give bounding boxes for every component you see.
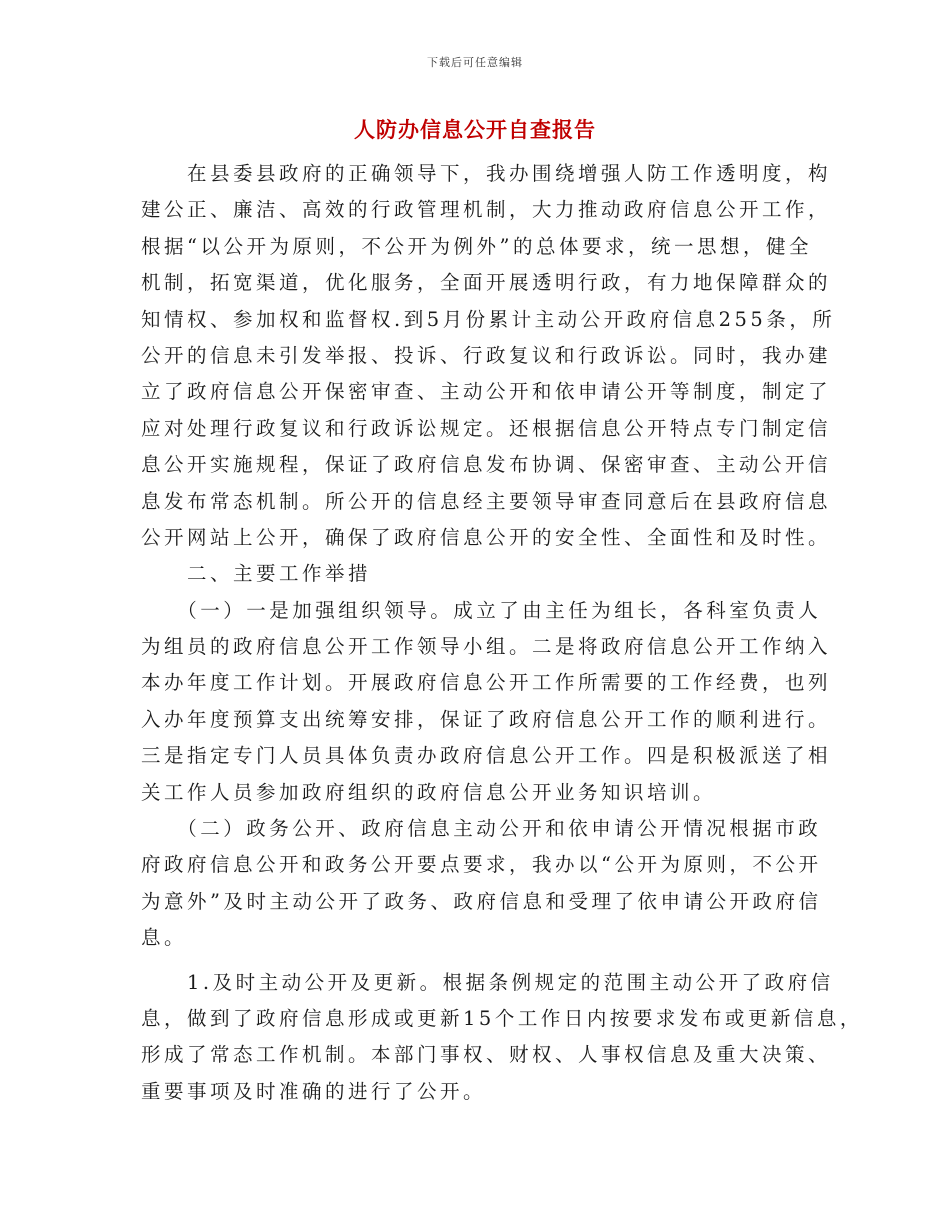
text-line: 知情权、参加权和监督权.到5月份累计主动公开政府信息255条，所 (141, 307, 836, 331)
text-line: 本办年度工作计划。开展政府信息公开工作所需要的工作经费，也列 (141, 671, 832, 695)
paragraph-gap (141, 957, 821, 965)
text-line: 应对处理行政复议和行政诉讼规定。还根据信息公开特点专门制定信 (141, 416, 832, 440)
text-line: 息发布常态机制。所公开的信息经主要领导审查同意后在县政府信息 (141, 489, 832, 513)
text-line: 入办年度预算支出统筹安排，保证了政府信息公开工作的顺利进行。 (141, 707, 832, 731)
text-line: 1.及时主动公开及更新。根据条例规定的范围主动公开了政府信 (141, 970, 834, 994)
text-line: 机制，拓宽渠道，优化服务，全面开展透明行政，有力地保障群众的 (141, 271, 832, 295)
section-heading: 二、主要工作举措 (141, 562, 372, 586)
text-line: 公开网站上公开，确保了政府信息公开的安全性、全面性和及时性。 (141, 525, 832, 549)
text-line: 府政府信息公开和政务公开要点要求，我办以“公开为原则，不公开 (141, 853, 822, 877)
header-note: 下载后可任意编辑 (427, 56, 523, 69)
text-line: 息公开实施规程，保证了政府信息发布协调、保密审查、主动公开信 (141, 453, 832, 477)
text-line: 息，做到了政府信息形成或更新15个工作日内按要求发布或更新信息， (141, 1006, 863, 1030)
text-line: （二）政务公开、政府信息主动公开和依申请公开情况根据市政 (141, 817, 822, 841)
text-line: 立了政府信息公开保密审查、主动公开和依申请公开等制度，制定了 (141, 380, 832, 404)
text-line: 公开的信息未引发举报、投诉、行政复议和行政诉讼。同时，我办建 (141, 343, 832, 367)
text-line: （一）一是加强组织领导。成立了由主任为组长，各科室负责人 (141, 598, 822, 622)
text-line: 建公正、廉洁、高效的行政管理机制，大力推动政府信息公开工作， (141, 198, 832, 222)
document-body (141, 156, 863, 1110)
page-title: 人防办信息公开自查报告 (354, 117, 596, 142)
text-line: 为意外”及时主动公开了政务、政府信息和受理了依申请公开政府信 (141, 889, 822, 913)
text-line: 根据“以公开为原则，不公开为例外”的总体要求，统一思想，健全 (141, 234, 812, 258)
text-line: 为组员的政府信息公开工作领导小组。二是将政府信息公开工作纳入 (141, 635, 832, 659)
text-line: 形成了常态工作机制。本部门事权、财权、人事权信息及重大决策、 (141, 1043, 832, 1067)
text-line: 重要事项及时准确的进行了公开。 (141, 1079, 487, 1103)
text-line: 三是指定专门人员具体负责办政府信息公开工作。四是积极派送了相 (141, 744, 832, 768)
text-line: 关工作人员参加政府组织的政府信息公开业务知识培训。 (141, 780, 717, 804)
text-line: 在县委县政府的正确领导下，我办围绕增强人防工作透明度，构 (141, 162, 832, 185)
text-line: 息。 (141, 926, 188, 950)
